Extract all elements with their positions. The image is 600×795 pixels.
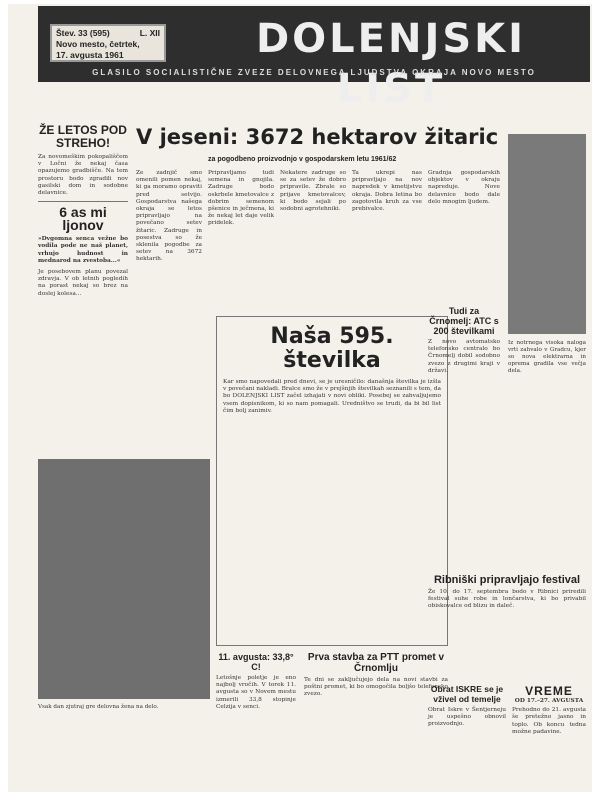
weather-text: Prehodno do 21. avgusta še pretežno jasno in toplo. Ob koncu tedna možne padavine. — [512, 707, 586, 735]
temperature-text: Letošnje poletje je eno najbolj vročih. V torek 11. avgusta so v Novem mestu izmerili 33,8 stopinje Celzija v senci. — [216, 675, 296, 710]
right-side-text: Iz notrnega visoka naloga vrti zahvalo v Gradcu, kjer so nova elektrarna in oprema gradila vse večja dela. — [508, 340, 586, 374]
photo-power-line — [508, 134, 586, 334]
article-column-3: Nekatere zadruge so se za setev že dobro pripravile. Zbrale so prijave kmetovalcev, ki bodo sejali po sodobni agrotehniki. — [280, 170, 346, 213]
iskra-text: Obrat Iskre v Šentjerneju je uspešno obnovil proizvodnjo. — [428, 707, 506, 728]
divider — [38, 201, 128, 202]
weather-headline: VREME — [525, 684, 573, 698]
left-text-1: Za novomeškim pokopališčem v Ločni že nekaj časa opazujemo gradbišče. Na tem prostoru bodo zgradili nov gasilski dom in sodobne delavnice. — [38, 154, 128, 197]
ptt-article — [304, 652, 448, 699]
left-column — [38, 124, 128, 298]
issue-box — [50, 24, 166, 62]
boxed-article-text: Kar smo napovedali pred dnevi, se je uresničilo: današnja številka je izšla v povečani nakladi. Bralce smo že v prejšnjih številkah seznanili s tem, da bo DOLENJSKI LIST začel izhajati v novi obliki. Posebej se zahvaljujemo vsem dopisnikom, ki so nam pomagali. Uredništvo se trudi, da bi bil list čim bolj zanimiv. — [223, 379, 441, 414]
article-column-1: Ze zadnjič smo omenili pomen nekaj, ki ga moramo opraviti pred setvijo. Gospodarstva našega okraja se letos pripravljajo na povečano setev žitaric. Zadruge in posestva so že sklenila pogodbe za setev na 3672 hektarih. — [136, 170, 202, 263]
issue-date: 17. avgusta 1961 — [56, 50, 124, 60]
issue-number: Štev. 33 (595) — [56, 28, 110, 38]
festival-text: Že 10. do 17. septembra bodo v Ribnici priredili festival suhe robe in lončarstva, ki bo privabil obiskovalce od blizu in daleč. — [428, 589, 586, 610]
left-headline-2: 6 as mi ljonov — [59, 204, 107, 234]
right-headline-1: Tudi za Črnomelj: ATC s 200 številkami — [429, 306, 499, 337]
festival-headline: Ribniški pripravljajo festival — [433, 574, 581, 586]
main-headline: V jeseni: 3672 hektarov žitaric — [136, 125, 499, 149]
iskra-article — [428, 684, 506, 729]
main-subheadline: za pogodbeno proizvodnjo v gospodarskem letu 1961/62 — [208, 156, 397, 163]
weather-box — [512, 684, 586, 736]
temperature-headline: 11. avgusta: 33,8° C! — [218, 652, 294, 672]
newspaper-page — [8, 4, 592, 792]
newspaper-subtitle: GLASILO SOCIALISTIČNE ZVEZE DELOVNEGA LJUDSTVA OKRAJA NOVO MESTO — [92, 68, 536, 77]
festival-article — [428, 574, 586, 611]
article-column-2: Pripravljamo tudi semena in gnojila. Zadruge bodo oskrbele kmetovalce z dobrim semenom pšenice in ječmena, ki že nekaj let daje velik pridelek. — [208, 170, 274, 227]
photo-caption: Vsak dan zjutraj gre delovna žena na delo. — [38, 704, 159, 710]
year-volume: L. XII — [139, 28, 160, 38]
boxed-article — [216, 316, 448, 646]
temperature-article — [216, 652, 296, 711]
right-text-2: Z novo avtomatsko telefonsko centralo bo Črnomelj dobil sodobno zvezo z drugimi kraji v državi. — [428, 339, 500, 374]
right-column — [428, 170, 500, 375]
place-day: Novo mesto, četrtek, — [56, 39, 140, 49]
masthead — [38, 6, 590, 112]
weather-dates: OD 17.–27. AVGUSTA — [514, 698, 584, 704]
left-headline-1: ŽE LETOS POD STREHO! — [39, 123, 127, 150]
boxed-article-title: Naša 595. številka — [270, 324, 394, 373]
newspaper-title: DOLENJSKI LIST — [255, 16, 527, 112]
left-text-2: Je posebovem planu povezal zdravja. V ob letnih pogledih na porast nekaj so brez na doslej kolesa... — [38, 269, 128, 297]
left-quote: »Dvgomna senca vežne bo vodila pode ne naš planet, vrhujo hudnost in mednarod na zvestoba...« — [38, 236, 128, 264]
ptt-text: Te dni se zaključujejo dela na novi stavbi za poštni promet, ki bo omogočila boljšo telefonsko zvezo. — [304, 677, 448, 698]
right-text-1: Gradnja gospodarskih objektov v okraju napreduje. Nove delavnice bodo dale delo mnogim ljudem. — [428, 170, 500, 205]
article-column-4: Ta ukrepi nas pripravljajo na nov napredek v kmetijstvu okraja. Dobra letina bo zagotovila kruh za vse prebivalce. — [352, 170, 422, 213]
iskra-headline: Obrat ISKRE se je vživel od temelje — [430, 684, 504, 704]
photo-woman — [38, 459, 210, 699]
ptt-headline: Prva stavba za PTT promet v Črnomlju — [307, 652, 445, 674]
